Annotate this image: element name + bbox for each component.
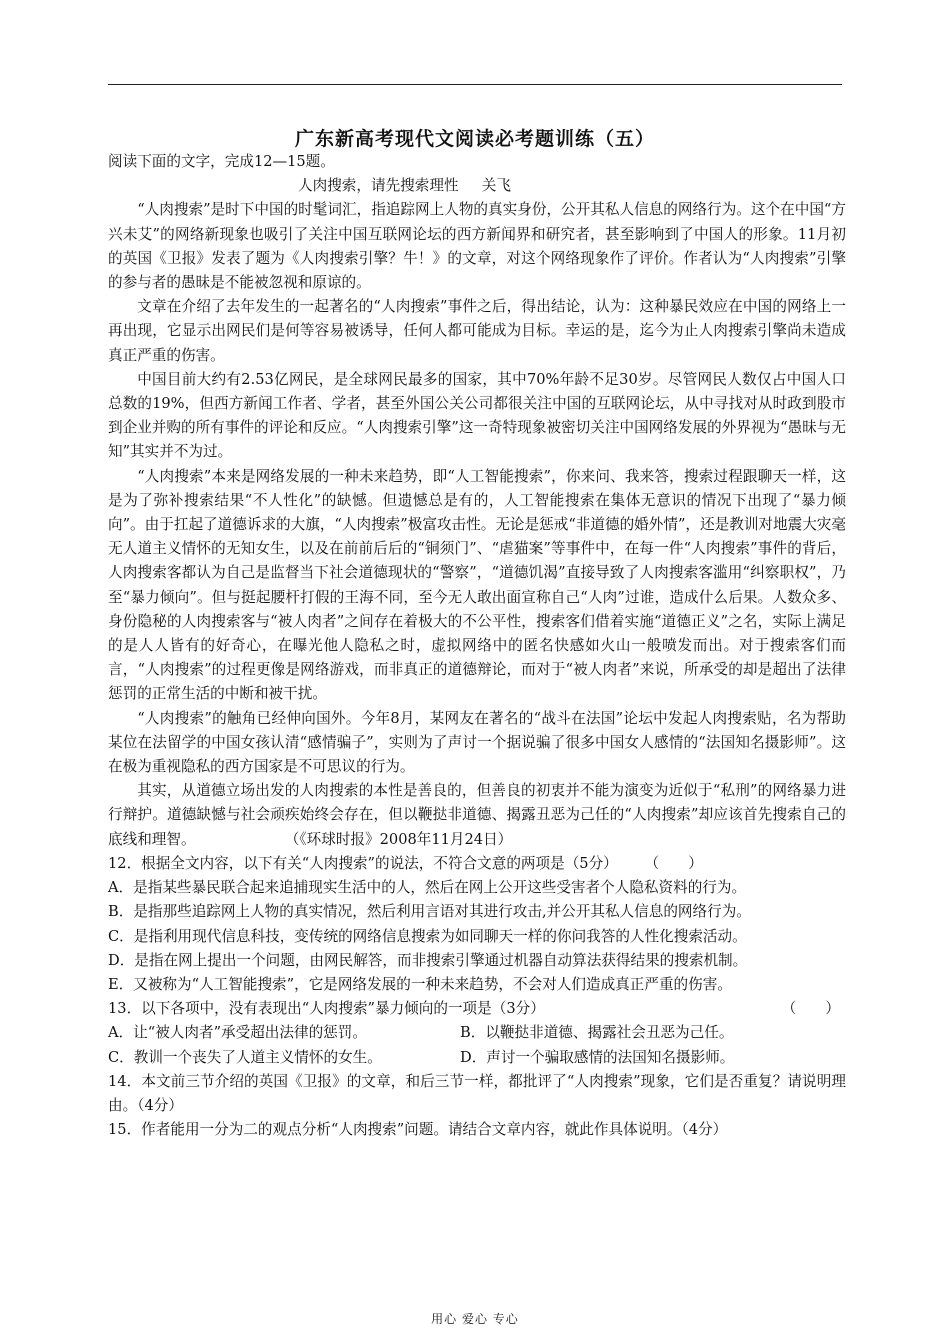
question-12-stem: [108, 852, 846, 876]
question-13-row-1: [108, 1021, 846, 1045]
article-paragraph-4: “人肉搜索”本来是网络发展的一种未来趋势，即“人工智能搜索”，你来问、我来答，搜索过程跟聊天一样，这是为了弥补搜索结果“不人性化”的缺憾。但遗憾总是有的，人工智能搜索在集体无意识的情况下出现了“暴力倾向”。由于扛起了道德诉求的大旗，“人肉搜索”极富攻击性。无论是惩戒“非道德的婚外情”，还是教训对地震大灾毫无人道主义情怀的无知女生，以及在前前后后的“铜须门”、“虐猫案”等事件中，在每一件“人肉搜索”事件的背后，人肉搜索客都认为自己是监督当下社会道德现状的“警察”，“道德饥渴”直接导致了人肉搜索客滥用“纠察职权”，乃至“暴力倾向”。但与挺起腰杆打假的王海不同，至今无人敢出面宣称自己“人肉”过谁，造成什么后果。人数众多、身份隐秘的人肉搜索客与“被人肉者”之间存在着极大的不公平性，搜索客们借着实施“道德正义”之名，实际上满足的是人人皆有的好奇心，在曝光他人隐私之时，虚拟网络中的匿名快感如火山一般喷发而出。对于搜索客们而言，“人肉搜索”的过程更像是网络游戏，而非真正的道德辩论，而对于“被人肉者”来说，所承受的却是超出了法律惩罚的正常生活的中断和被干扰。: [108, 467, 846, 703]
article-paragraph-1: “人肉搜索”是时下中国的时髦词汇，指追踪网上人物的真实身份，公开其私人信息的网络行为。这个在中国“方兴未艾”的网络新现象也吸引了关注中国互联网论坛的西方新闻界和研究者，甚至影响到了中国人的形象。11月初的英国《卫报》发表了题为《人肉搜索引擎？牛！》的文章，对这个网络现象作了评价。作者认为“人肉搜索”引擎的参与者的愚昧是不能被忽视和原谅的。: [108, 201, 846, 292]
article-paragraph-5: “人肉搜索”的触角已经伸向国外。今年8月，某网友在著名的“战斗在法国”论坛中发起人肉搜索贴，名为帮助某位在法留学的中国女孩认清“感情骗子”，实则为了声讨一个据说骗了很多中国女人感情的“法国知名摄影师”。这在极为重视隐私的西方国家是不可思议的行为。: [108, 709, 846, 776]
question-12-option-a: A．是指某些暴民联合起来追捕现实生活中的人，然后在网上公开这些受害者个人隐私资料的行为。: [108, 879, 747, 897]
question-13-option-c: C．教训一个丧失了人道主义情怀的女生。: [108, 1048, 382, 1066]
article-paragraph-3: 中国目前大约有2.53亿网民，是全球网民最多的国家，其中70%年龄不足30岁。尽管网民人数仅占中国人口总数的19%，但西方新闻工作者、学者，甚至外国公关公司都很关注中国的互联网论坛，从中寻找对从时政到股市到企业并购的所有事件的评论和反应。“人肉搜索引擎”这一奇特现象被密切关注中国网络发展的外界视为“愚昧与无知”其实并不为过。: [108, 370, 846, 461]
article-paragraph-6-text: 其实，从道德立场出发的人肉搜索的本性是善良的，但善良的初衷并不能为演变为近似于“私刑”的网络暴力进行辩护。道德缺憾与社会顽疾始终会存在，但以鞭挞非道德、揭露丑恶为己任的“人肉搜索”却应该首先搜索自己的底线和理智。: [108, 782, 846, 848]
question-13-stem: [108, 997, 846, 1021]
article-source: （《环球时报》2008年11月24日）: [284, 830, 513, 848]
article-paragraph-6: [108, 779, 846, 852]
document-body: [108, 150, 846, 1142]
instruction: 阅读下面的文字，完成12—15题。: [108, 153, 335, 170]
question-13-option-d: D．声讨一个骗取感情的法国知名摄影师。: [460, 1048, 735, 1066]
question-12-option-b: B．是指那些追踪网上人物的真实情况，然后利用言语对其进行攻击,并公开其私人信息的网络行为。: [108, 903, 751, 921]
header-rule: [108, 84, 842, 85]
question-12-option-c: C．是指利用现代信息科技，变传统的网络信息搜索为如同聊天一样的你问我答的人性化搜索活动。: [108, 927, 747, 945]
answer-blank-12: （ ）: [651, 854, 703, 872]
article-byline: 人肉搜索，请先搜索理性 关飞: [298, 177, 511, 195]
question-14-stem: 14．本文前三节介绍的英国《卫报》的文章，和后三节一样，都批评了“人肉搜索”现象，它们是否重复？请说明理由。（4分）: [108, 1072, 846, 1114]
question-13-option-a: A．让“被人肉者”承受超出法律的惩罚。: [108, 1024, 367, 1042]
question-13-option-b: B．以鞭挞非道德、揭露社会丑恶为己任。: [460, 1024, 734, 1042]
page-footer: 用心 爱心 专心: [431, 1312, 519, 1326]
question-12-option-e: E．又被称为“人工智能搜索”，它是网络发展的一种未来趋势，不会对人们造成真正严重的伤害。: [108, 975, 732, 993]
question-12-option-d: D．是指在网上提出一个问题，由网民解答，而非搜索引擎通过机器自动算法获得结果的搜索机制。: [108, 951, 748, 969]
question-12-text: 12．根据全文内容，以下有关“人肉搜索”的说法，不符合文意的两项是（5分）: [108, 854, 618, 872]
article-paragraph-2: 文章在介绍了去年发生的一起著名的“人肉搜索”事件之后，得出结论，认为：这种暴民效应在中国的网络上一再出现，它显示出网民们是何等容易被诱导，任何人都可能成为目标。幸运的是，迄今为止人肉搜索引擎尚未造成真正严重的伤害。: [108, 298, 846, 364]
question-13-text: 13．以下各项中，没有表现出“人肉搜索”暴力倾向的一项是（3分）: [108, 1000, 545, 1018]
answer-blank-13: （ ）: [781, 1000, 840, 1018]
question-13-row-2: [108, 1046, 846, 1070]
page-title: 广东新高考现代文阅读必考题训练（五）: [294, 128, 655, 150]
question-15-stem: 15．作者能用一分为二的观点分析“人肉搜索”问题。请结合文章内容，就此作具体说明。（4分）: [108, 1121, 728, 1139]
